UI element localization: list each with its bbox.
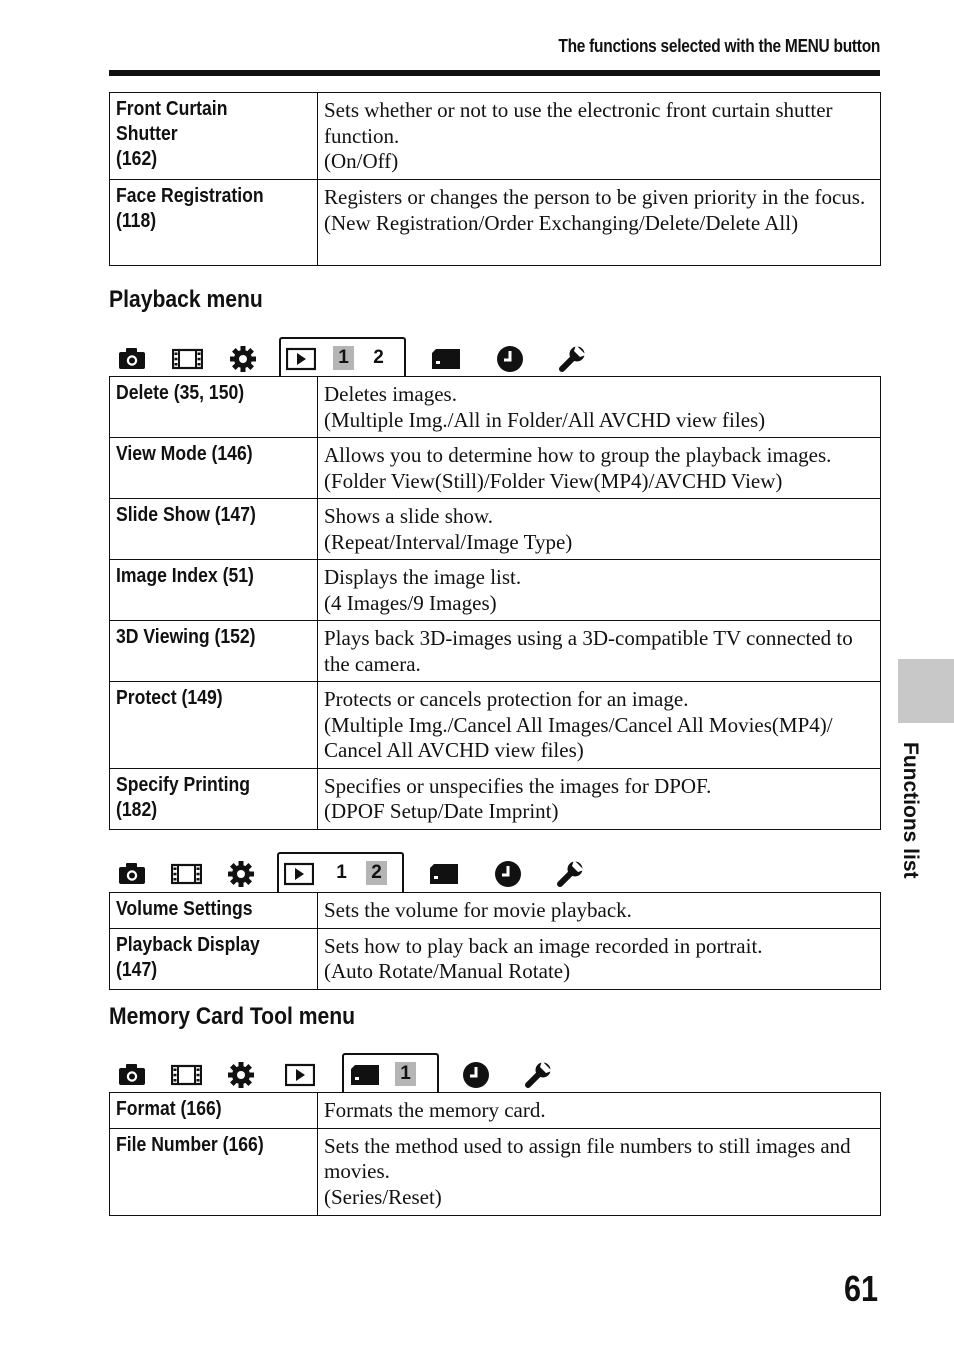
gear-icon bbox=[229, 341, 257, 377]
table-row bbox=[110, 1128, 881, 1215]
row-label: Delete (35, 150) bbox=[116, 382, 245, 404]
row-description: Protects or cancels protection for an image. (Multiple Img./Cancel All Images/Cancel All Movies(MP4)/ Cancel All AVCHD view files) bbox=[318, 682, 881, 769]
row-description: Plays back 3D-images using a 3D-compatible TV connected to the camera. bbox=[318, 621, 881, 682]
table-row bbox=[110, 180, 881, 266]
playback-icon bbox=[284, 856, 314, 892]
table-row bbox=[110, 560, 881, 621]
table-row bbox=[110, 1093, 881, 1129]
row-label: Slide Show (147) bbox=[116, 504, 256, 526]
table-row bbox=[110, 928, 881, 989]
row-label: Front Curtain Shutter (162) bbox=[116, 98, 228, 170]
gear-icon bbox=[227, 1057, 255, 1093]
row-description: Specifies or unspecifies the images for DPOF. (DPOF Setup/Date Imprint) bbox=[318, 768, 881, 829]
page-number: 61 bbox=[843, 1268, 878, 1309]
row-description: Sets the method used to assign file numbers to still images and movies. (Series/Reset) bbox=[318, 1128, 881, 1215]
side-thumb-tab bbox=[898, 659, 954, 723]
table-row bbox=[110, 682, 881, 769]
side-section-label: Functions list bbox=[899, 742, 922, 879]
table-row bbox=[110, 893, 881, 929]
row-label: Protect (149) bbox=[116, 687, 223, 709]
table-row bbox=[110, 768, 881, 829]
memory-card-icon bbox=[430, 341, 462, 377]
movie-icon bbox=[171, 1057, 202, 1093]
row-description: Sets how to play back an image recorded in portrait. (Auto Rotate/Manual Rotate) bbox=[318, 928, 881, 989]
camera-icon bbox=[117, 341, 147, 377]
header-rule bbox=[109, 70, 880, 76]
clock-icon bbox=[496, 341, 524, 377]
row-description: Sets whether or not to use the electronic front curtain shutter function. (On/Off) bbox=[318, 93, 881, 180]
row-label: File Number (166) bbox=[116, 1133, 264, 1156]
row-label: 3D Viewing (152) bbox=[116, 626, 256, 648]
playback-table-2 bbox=[109, 892, 881, 990]
movie-icon bbox=[171, 856, 202, 892]
gear-icon bbox=[227, 856, 255, 892]
row-description: Registers or changes the person to be given priority in the focus. (New Registration/Order Exchanging/Delete/Delete All) bbox=[318, 180, 881, 266]
row-description: Displays the image list. (4 Images/9 Images) bbox=[318, 560, 881, 621]
page-number-1: 1 bbox=[336, 862, 347, 883]
clock-icon bbox=[462, 1057, 490, 1093]
row-label: Volume Settings bbox=[116, 898, 253, 920]
table-row bbox=[110, 438, 881, 499]
top-functions-table bbox=[109, 92, 881, 266]
row-label: Format (166) bbox=[116, 1098, 222, 1120]
wrench-icon bbox=[524, 1057, 554, 1093]
row-description: Deletes images. (Multiple Img./All in Folder/All AVCHD view files) bbox=[318, 377, 881, 438]
memory-card-table bbox=[109, 1092, 881, 1216]
row-description: Sets the volume for movie playback. bbox=[318, 893, 881, 929]
memory-card-icon bbox=[349, 1057, 381, 1093]
wrench-icon bbox=[558, 341, 588, 377]
table-row bbox=[110, 93, 881, 180]
table-row bbox=[110, 621, 881, 682]
section-title-memory-card: Memory Card Tool menu bbox=[109, 1003, 356, 1030]
playback-icon bbox=[286, 341, 316, 377]
row-description: Shows a slide show. (Repeat/Interval/Image Type) bbox=[318, 499, 881, 560]
wrench-icon bbox=[556, 856, 586, 892]
page-number-1: 1 bbox=[395, 1062, 416, 1086]
row-description: Allows you to determine how to group the playback images. (Folder View(Still)/Folder View(MP4)/AVCHD View) bbox=[318, 438, 881, 499]
row-description: Formats the memory card. bbox=[318, 1093, 881, 1129]
row-label: Playback Display (147) bbox=[116, 933, 260, 981]
row-label: Face Registration (118) bbox=[116, 185, 264, 232]
playback-table-1 bbox=[109, 376, 881, 830]
table-row bbox=[110, 377, 881, 438]
running-header: The functions selected with the MENU button bbox=[558, 36, 880, 56]
page-number-2: 2 bbox=[373, 347, 384, 368]
row-label: Specify Printing (182) bbox=[116, 773, 250, 821]
menu-tab-bar-playback-2 bbox=[109, 856, 629, 896]
playback-icon bbox=[285, 1057, 315, 1093]
page-number-2: 2 bbox=[366, 861, 387, 885]
page-number-1: 1 bbox=[333, 346, 354, 370]
row-label: View Mode (146) bbox=[116, 443, 253, 465]
camera-icon bbox=[117, 1057, 147, 1093]
section-title-playback: Playback menu bbox=[109, 286, 263, 313]
row-label: Image Index (51) bbox=[116, 565, 254, 587]
table-row bbox=[110, 499, 881, 560]
menu-tab-bar-memory bbox=[109, 1057, 629, 1097]
clock-icon bbox=[494, 856, 522, 892]
camera-icon bbox=[117, 856, 147, 892]
memory-card-icon bbox=[428, 856, 460, 892]
menu-tab-bar-playback-1 bbox=[109, 341, 629, 381]
movie-icon bbox=[172, 341, 203, 377]
